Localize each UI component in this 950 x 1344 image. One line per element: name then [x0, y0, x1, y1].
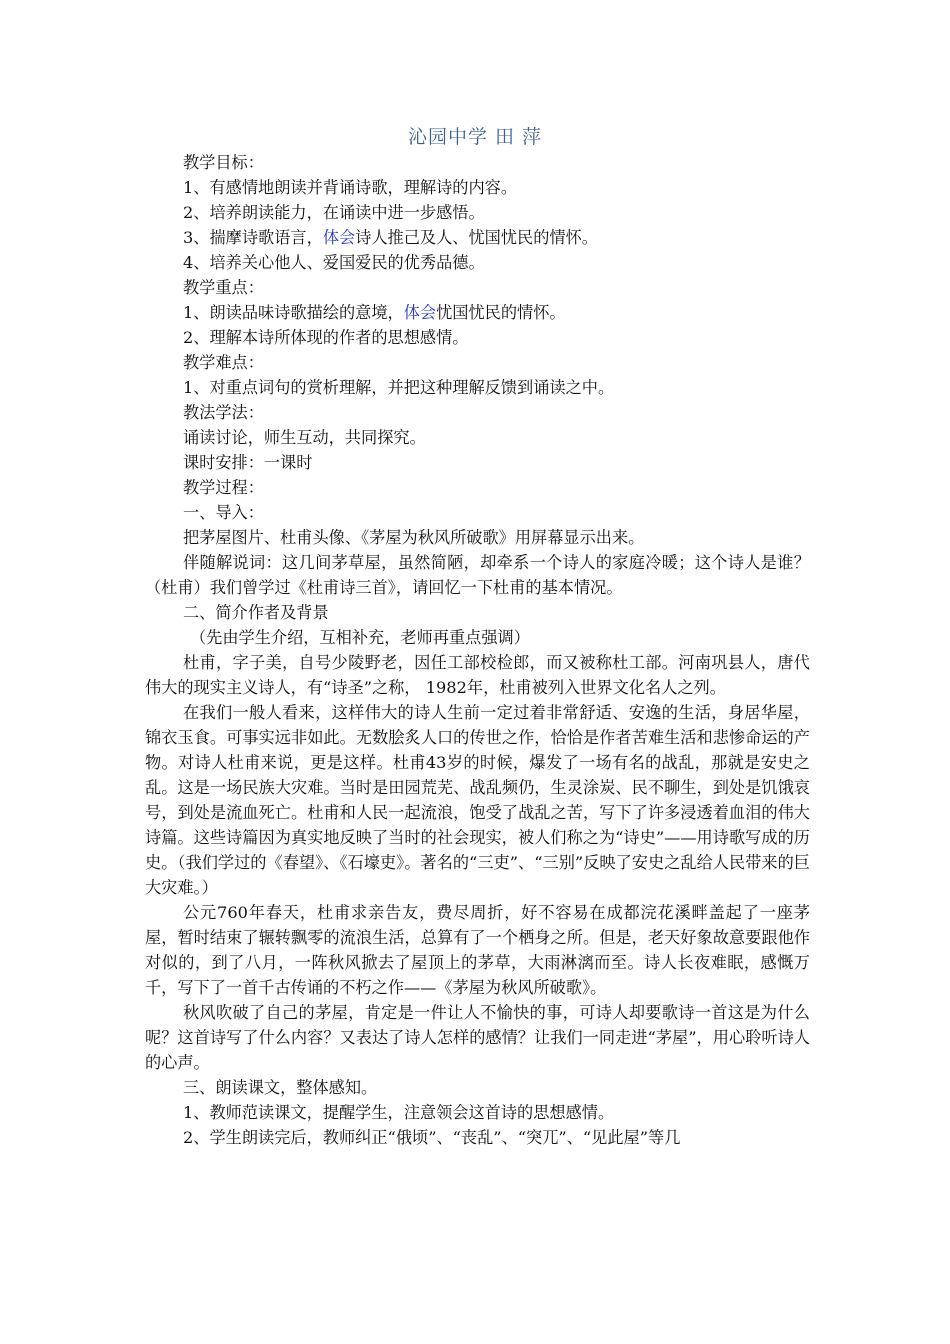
- process-heading: 教学过程：: [183, 478, 264, 497]
- methods-heading: 教法学法：: [183, 403, 264, 422]
- section-2-paragraph-3: 公元760年春天，杜甫求亲告友，费尽周折，好不容易在成都浣花溪畔盖起了一座茅屋，暂时结束了辗转飘零的流浪生活，总算有了一个栖身之所。但是，老天好象故意要跟他作对似的，到了八月，一阵秋风掀去了屋顶上的茅草，大雨淋漓而至。诗人长夜难眠，感慨万千，写下了一首千古传诵的不朽之作——《茅屋为秋风所破歌》。: [145, 903, 810, 997]
- key-point-item-2: 2、理解本诗所体现的作者的思想感情。: [183, 328, 469, 347]
- objectives-heading: 教学目标：: [183, 153, 264, 172]
- section-1-heading: 一、导入：: [183, 503, 264, 522]
- key-points-heading: 教学重点：: [183, 278, 264, 297]
- key-point-item-1-text-b: 忧国忧民的情怀。: [436, 303, 566, 322]
- methods-text: 诵读讨论，师生互动，共同探究。: [183, 428, 426, 447]
- objective-item-3-text-b: 诗人推己及人、忧国忧民的情怀。: [355, 228, 598, 247]
- page-title: 沁园中学 田 萍: [407, 126, 543, 148]
- objective-item-2: 2、培养朗读能力，在诵读中进一步感悟。: [183, 203, 485, 222]
- section-3-item-2: 2、学生朗读完后，教师纠正“俄顷”、“丧乱”、“突兀”、“见此屋”等几: [183, 1128, 681, 1147]
- difficulty-item-1: 1、对重点词句的赏析理解，并把这种理解反馈到诵读之中。: [183, 378, 615, 397]
- section-2-paragraph-4: 秋风吹破了自己的茅屋，肯定是一件让人不愉快的事，可诗人却要歌诗一首这是为什么呢？这首诗写了什么内容？又表达了诗人怎样的感情？让我们一同走进“茅屋”，用心聆听诗人的心声。: [145, 1003, 810, 1072]
- section-1-line-1: 把茅屋图片、杜甫头像、《茅屋为秋风所破歌》用屏幕显示出来。: [183, 528, 645, 547]
- schedule-text: 课时安排：一课时: [183, 453, 313, 472]
- section-3-heading: 三、朗读课文，整体感知。: [183, 1078, 378, 1097]
- key-point-item-1: [145, 300, 810, 325]
- section-2-note: （先由学生介绍，互相补充，老师再重点强调）: [190, 628, 530, 647]
- section-2-paragraph-1: 杜甫，字子美，自号少陵野老，因任工部校检郎，而又被称杜工部。河南巩县人，唐代伟大的现实主义诗人，有“诗圣”之称， 1982年，杜甫被列入世界文化名人之列。: [145, 653, 810, 697]
- objective-item-3-highlight: 体会: [322, 228, 356, 247]
- objective-item-4: 4、培养关心他人、爱国爱民的优秀品德。: [183, 253, 485, 272]
- objective-item-3: [145, 225, 810, 250]
- section-2-heading: 二、简介作者及背景: [183, 603, 329, 622]
- key-point-item-1-highlight: 体会: [403, 303, 437, 322]
- section-1-paragraph: 伴随解说词：这几间茅草屋，虽然简陋，却牵系一个诗人的家庭冷暖；这个诗人是谁？（杜甫）我们曾学过《杜甫诗三首》，请回忆一下杜甫的基本情况。: [145, 553, 810, 597]
- difficulties-heading: 教学难点：: [183, 353, 264, 372]
- section-2-paragraph-2: 在我们一般人看来，这样伟大的诗人生前一定过着非常舒适、安逸的生活，身居华屋，锦衣玉食。可事实远非如此。无数脍炙人口的传世之作，恰恰是作者苦难生活和悲惨命运的产物。对诗人杜甫来说，更是这样。杜甫43岁的时候，爆发了一场有名的战乱，那就是安史之乱。这是一场民族大灾难。当时是田园荒芜、战乱频仍，生灵涂炭、民不聊生，到处是饥饿哀号，到处是流血死亡。杜甫和人民一起流浪，饱受了战乱之苦，写下了许多浸透着血泪的伟大诗篇。这些诗篇因为真实地反映了当时的社会现实，被人们称之为“诗史”——用诗歌写成的历史。（我们学过的《春望》、《石壕吏》。著名的“三吏”、“三别”反映了安史之乱给人民带来的巨大灾难。）: [145, 703, 810, 897]
- objective-item-1: 1、有感情地朗读并背诵诗歌，理解诗的内容。: [183, 178, 518, 197]
- key-point-item-1-text-a: 1、朗读品味诗歌描绘的意境，: [183, 303, 404, 322]
- lesson-plan-body: [145, 150, 810, 1150]
- section-3-item-1: 1、教师范读课文，提醒学生，注意领会这首诗的思想感情。: [183, 1103, 615, 1122]
- objective-item-3-text-a: 3、揣摩诗歌语言，: [183, 228, 323, 247]
